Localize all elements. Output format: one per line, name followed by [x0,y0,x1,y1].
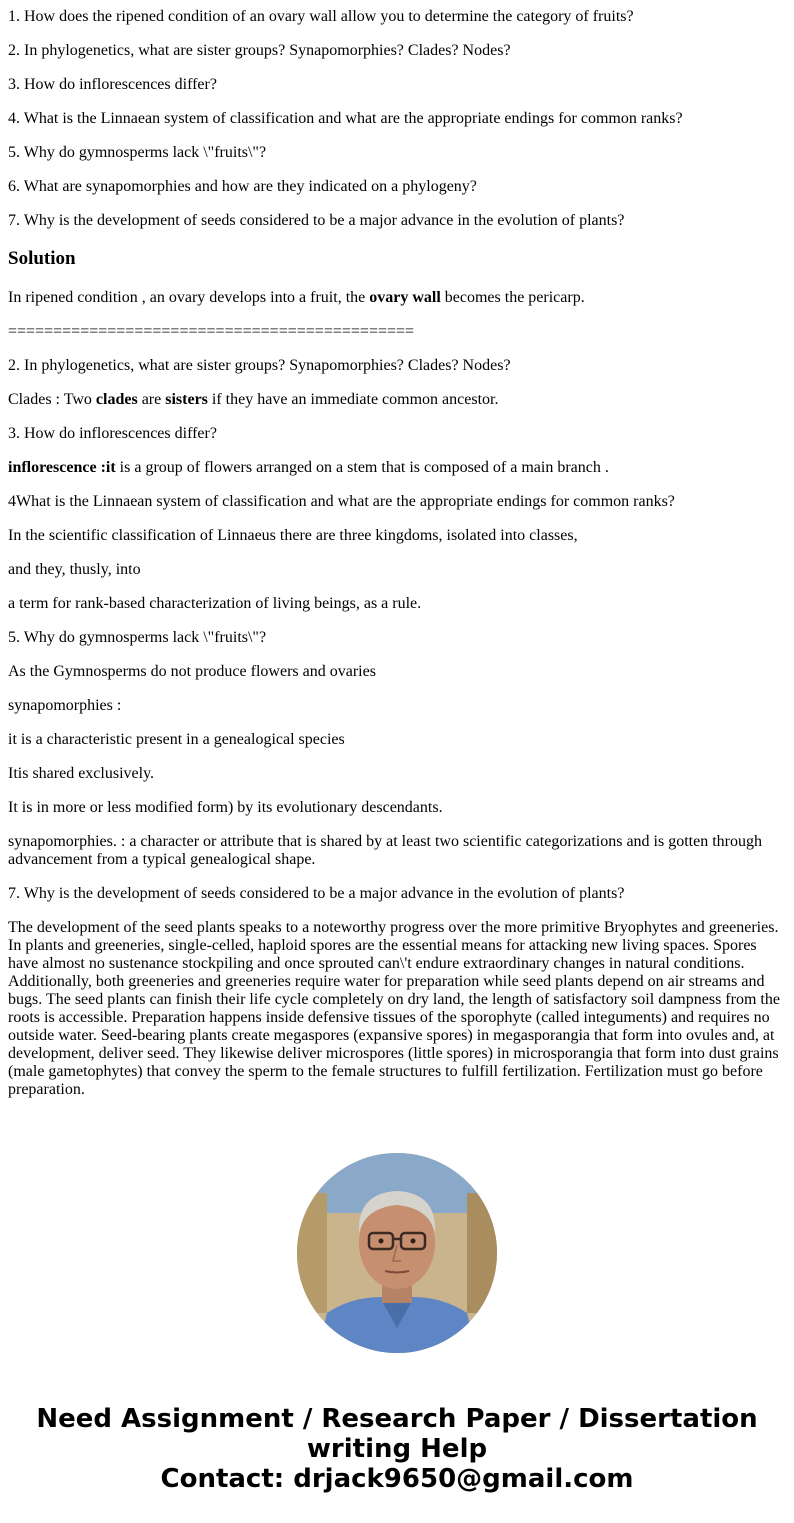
answer-4-line: In the scientific classification of Linnaeus there are three kingdoms, isolated into classes, [8,527,578,544]
answer-3-question: 3. How do inflorescences differ? [8,425,217,442]
synapomorphy-line: synapomorphies : [8,697,122,714]
synapomorphy-line: it is a characteristic present in a genealogical species [8,731,345,748]
promo-line-2: writing Help [306,1434,488,1464]
question-6: 6. What are synapomorphies and how are they indicated on a phylogeny? [8,178,477,195]
synapomorphy-definition: synapomorphies. : a character or attribute that is shared by at least two scientific categorizations and is gotten through advancement from a typical genealogical shape. [8,833,762,868]
answer-3 [8,459,786,477]
answer-2-text-end: if they have an immediate common ancestor. [207,391,499,408]
promo-banner [0,1404,794,1494]
answer-1-text-end: becomes the pericarp. [440,289,585,306]
answer-2-question: 2. In phylogenetics, what are sister groups? Synapomorphies? Clades? Nodes? [8,357,511,374]
author-portrait-illustration [297,1153,497,1353]
solution-heading: Solution [8,248,76,269]
answer-4-line: a term for rank-based characterization of living beings, as a rule. [8,595,422,612]
answer-1-text: In ripened condition , an ovary develops into a fruit, the [8,289,370,306]
answer-7: The development of the seed plants speaks to a noteworthy progress over the more primitive Bryophytes and greeneries. In plants and greeneries, single-celled, haploid spores are the essential means for attacking new living spaces. Spores have almost no sustenance stockpiling and once sprouted can\'t endure extraordinary changes in natural conditions. Additionally, both greeneries and greeneries require water for preparation while seed plants depend on air streams and bugs. The seed plants can finish their life cycle completely on dry land, the length of satisfactory soil dampness from the roots is accessible. Preparation happens inside defensive tissues of the sporophyte (called integuments) and requires no outside water. Seed-bearing plants create megaspores (expansive spores) in megasporangia that form into ovules and, at development, deliver seed. They likewise deliver microspores (little spores) in microsporangia that form into dust grains (male gametophytes) that convey the sperm to the female structures to fulfill fertilization. Fertilization must go before preparation. [8,919,780,1098]
question-7: 7. Why is the development of seeds considered to be a major advance in the evolution of plants? [8,212,625,229]
answer-1-bold: ovary wall [369,289,441,306]
answer-5-question: 5. Why do gymnosperms lack \"fruits\"? [8,629,267,646]
answer-3-text: is a group of flowers arranged on a stem that is composed of a main branch . [115,459,609,476]
answer-4-line: and they, thusly, into [8,561,141,578]
answer-2-bold-clades: clades [95,391,138,408]
answer-2-text: Clades : Two [8,391,96,408]
author-avatar [297,1153,497,1353]
separator-line: ============================================= [8,323,415,340]
answer-2-text-mid: are [137,391,166,408]
answer-4-question: 4What is the Linnaean system of classification and what are the appropriate endings for common ranks? [8,493,675,510]
answer-5: As the Gymnosperms do not produce flowers and ovaries [8,663,376,680]
synapomorphy-line: It is in more or less modified form) by its evolutionary descendants. [8,799,443,816]
answer-2 [8,391,786,409]
question-1: 1. How does the ripened condition of an ovary wall allow you to determine the category of fruits? [8,8,634,25]
question-2: 2. In phylogenetics, what are sister groups? Synapomorphies? Clades? Nodes? [8,42,511,59]
question-4: 4. What is the Linnaean system of classification and what are the appropriate endings for common ranks? [8,110,683,127]
answer-3-bold: inflorescence :it [8,459,116,476]
synapomorphy-line: Itis shared exclusively. [8,765,155,782]
question-5: 5. Why do gymnosperms lack \"fruits\"? [8,144,267,161]
answer-7-question: 7. Why is the development of seeds considered to be a major advance in the evolution of plants? [8,885,625,902]
answer-1 [8,289,786,307]
promo-line-1: Need Assignment / Research Paper / Dissertation [36,1404,758,1434]
question-3: 3. How do inflorescences differ? [8,76,217,93]
answer-2-bold-sisters: sisters [165,391,208,408]
promo-contact: Contact: drjack9650@gmail.com [160,1464,634,1494]
